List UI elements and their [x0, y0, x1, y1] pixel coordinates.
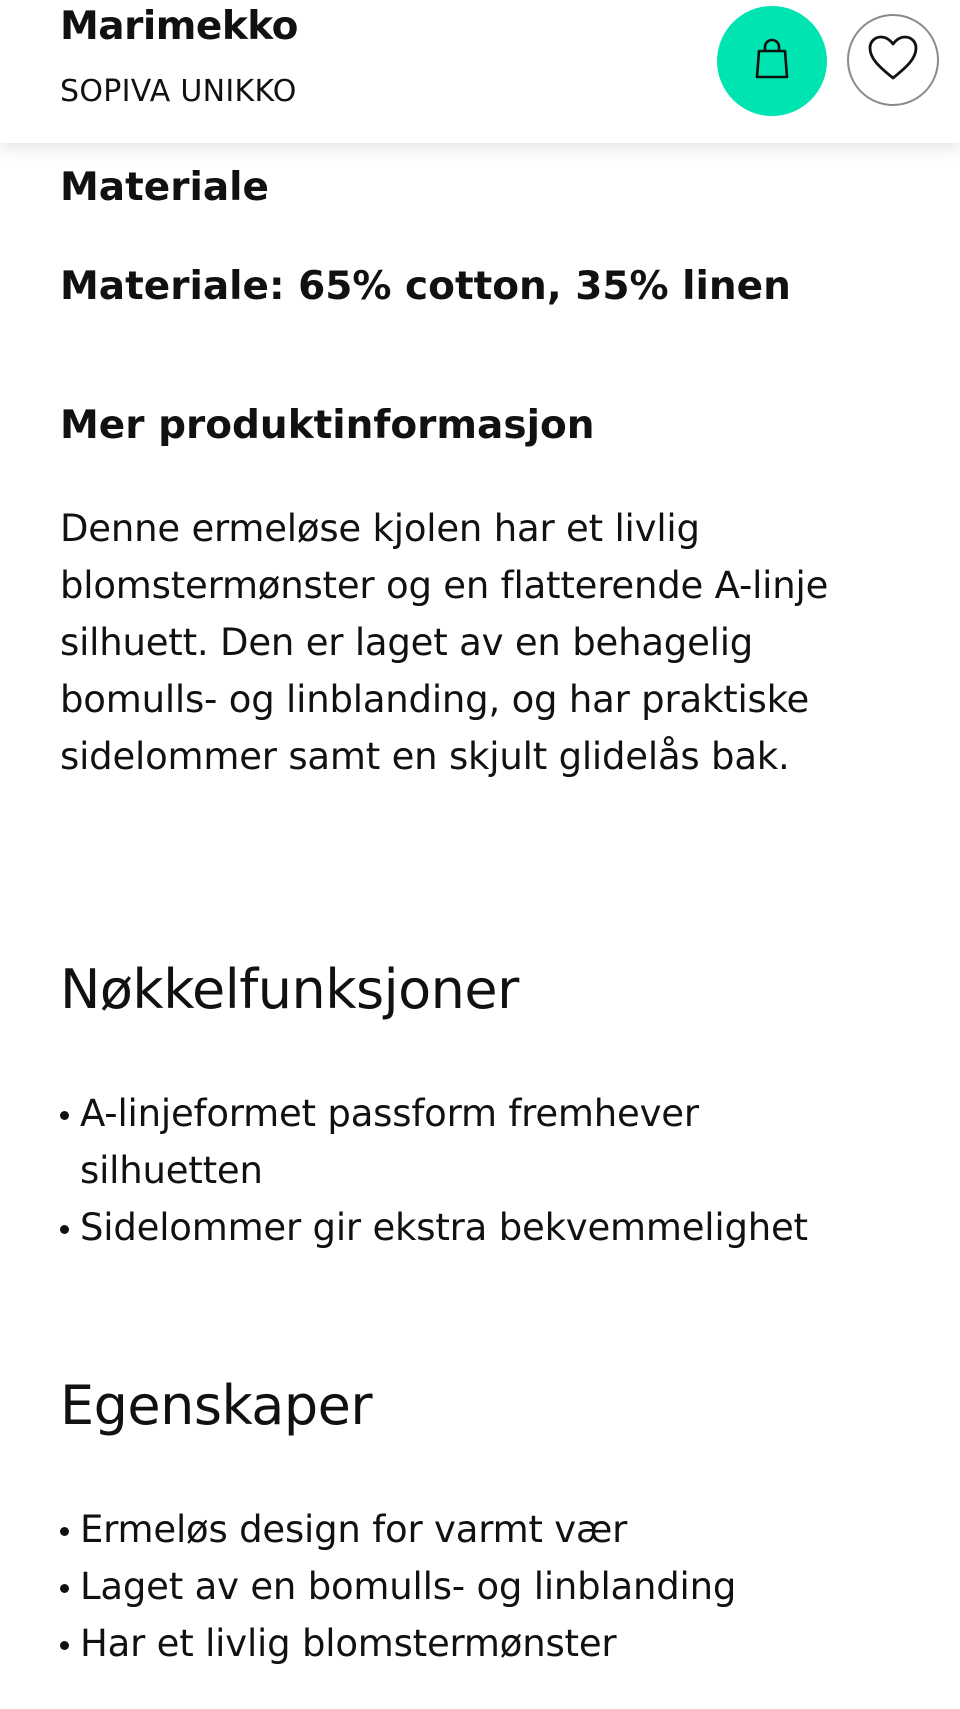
list-item: Ermeløs design for varmt vær: [60, 1501, 920, 1558]
material-heading: Materiale: [60, 165, 269, 210]
more-info-text: Denne ermeløse kjolen har et livlig blomstermønster og en flatterende A-linje silhuett. Den er laget av en behagelig bomulls- og linblanding, og har praktiske sidelommer samt en skjult glidelås bak.: [60, 507, 829, 778]
add-to-cart-button[interactable]: [717, 6, 827, 116]
shopping-bag-icon: [752, 37, 792, 85]
properties-list: [60, 1501, 920, 1672]
material-text: Materiale: 65% cotton, 35% linen: [60, 264, 791, 309]
more-info-heading: Mer produktinformasjon: [60, 403, 595, 448]
properties-heading: Egenskaper: [60, 1374, 373, 1437]
product-header: [0, 0, 960, 143]
product-name: SOPIVA UNIKKO: [60, 74, 297, 109]
list-item: Har et livlig blomstermønster: [60, 1615, 920, 1672]
key-features-heading: Nøkkelfunksjoner: [60, 958, 519, 1021]
heart-icon: [866, 34, 920, 86]
list-item: A-linjeformet passform fremhever silhuetten: [60, 1085, 800, 1199]
brand-name[interactable]: Marimekko: [60, 4, 298, 49]
list-item: Sidelommer gir ekstra bekvemmelighet: [60, 1199, 800, 1256]
favorite-button[interactable]: [847, 14, 939, 106]
key-features-list: [60, 1085, 808, 1256]
list-item: Laget av en bomulls- og linblanding: [60, 1558, 920, 1615]
